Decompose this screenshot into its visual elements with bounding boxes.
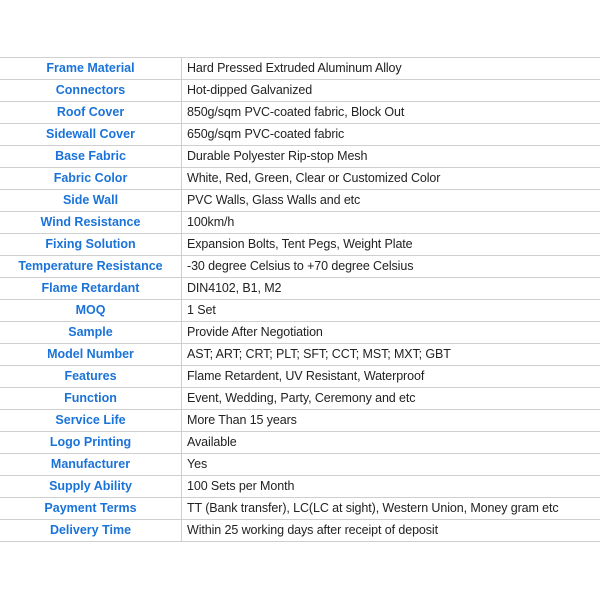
spec-row bbox=[0, 256, 600, 278]
spec-value: Hot-dipped Galvanized bbox=[182, 80, 600, 102]
spec-value: Flame Retardent, UV Resistant, Waterproof bbox=[182, 366, 600, 388]
spec-value: Provide After Negotiation bbox=[182, 322, 600, 344]
spec-row bbox=[0, 322, 600, 344]
spec-value: Durable Polyester Rip-stop Mesh bbox=[182, 146, 600, 168]
spec-row bbox=[0, 278, 600, 300]
spec-row bbox=[0, 520, 600, 542]
spec-row bbox=[0, 212, 600, 234]
spec-value: 850g/sqm PVC-coated fabric, Block Out bbox=[182, 102, 600, 124]
spec-row bbox=[0, 80, 600, 102]
spec-table bbox=[0, 57, 600, 542]
spec-value: DIN4102, B1, M2 bbox=[182, 278, 600, 300]
spec-row bbox=[0, 234, 600, 256]
spec-value: White, Red, Green, Clear or Customized Color bbox=[182, 168, 600, 190]
spec-label: Base Fabric bbox=[0, 146, 182, 168]
spec-value: 100 Sets per Month bbox=[182, 476, 600, 498]
spec-label: Service Life bbox=[0, 410, 182, 432]
spec-label: Fabric Color bbox=[0, 168, 182, 190]
spec-value: Available bbox=[182, 432, 600, 454]
spec-label: Flame Retardant bbox=[0, 278, 182, 300]
spec-label: Frame Material bbox=[0, 58, 182, 80]
spec-label: Function bbox=[0, 388, 182, 410]
spec-label: Temperature Resistance bbox=[0, 256, 182, 278]
spec-row bbox=[0, 476, 600, 498]
spec-row bbox=[0, 102, 600, 124]
spec-value: 100km/h bbox=[182, 212, 600, 234]
spec-row bbox=[0, 454, 600, 476]
spec-value: Expansion Bolts, Tent Pegs, Weight Plate bbox=[182, 234, 600, 256]
spec-row bbox=[0, 498, 600, 520]
spec-label: Wind Resistance bbox=[0, 212, 182, 234]
spec-row bbox=[0, 410, 600, 432]
spec-label: Sidewall Cover bbox=[0, 124, 182, 146]
spec-value: Hard Pressed Extruded Aluminum Alloy bbox=[182, 58, 600, 80]
spec-table-body bbox=[0, 58, 600, 542]
spec-label: Fixing Solution bbox=[0, 234, 182, 256]
spec-label: Roof Cover bbox=[0, 102, 182, 124]
spec-value: 1 Set bbox=[182, 300, 600, 322]
spec-label: Logo Printing bbox=[0, 432, 182, 454]
spec-value: More Than 15 years bbox=[182, 410, 600, 432]
spec-label: MOQ bbox=[0, 300, 182, 322]
spec-value: 650g/sqm PVC-coated fabric bbox=[182, 124, 600, 146]
spec-row bbox=[0, 300, 600, 322]
spec-value: Event, Wedding, Party, Ceremony and etc bbox=[182, 388, 600, 410]
spec-value: TT (Bank transfer), LC(LC at sight), Western Union, Money gram etc bbox=[182, 498, 600, 520]
spec-label: Delivery Time bbox=[0, 520, 182, 542]
spec-row bbox=[0, 168, 600, 190]
spec-value: -30 degree Celsius to +70 degree Celsius bbox=[182, 256, 600, 278]
spec-value: Yes bbox=[182, 454, 600, 476]
spec-row bbox=[0, 344, 600, 366]
spec-row bbox=[0, 366, 600, 388]
spec-row bbox=[0, 432, 600, 454]
spec-row bbox=[0, 190, 600, 212]
spec-row bbox=[0, 124, 600, 146]
spec-value: AST; ART; CRT; PLT; SFT; CCT; MST; MXT; GBT bbox=[182, 344, 600, 366]
spec-value: PVC Walls, Glass Walls and etc bbox=[182, 190, 600, 212]
spec-label: Supply Ability bbox=[0, 476, 182, 498]
spec-label: Sample bbox=[0, 322, 182, 344]
spec-row bbox=[0, 388, 600, 410]
spec-label: Features bbox=[0, 366, 182, 388]
spec-value: Within 25 working days after receipt of deposit bbox=[182, 520, 600, 542]
spec-label: Model Number bbox=[0, 344, 182, 366]
spec-row bbox=[0, 58, 600, 80]
spec-label: Connectors bbox=[0, 80, 182, 102]
spec-row bbox=[0, 146, 600, 168]
spec-label: Payment Terms bbox=[0, 498, 182, 520]
spec-label: Manufacturer bbox=[0, 454, 182, 476]
spec-label: Side Wall bbox=[0, 190, 182, 212]
